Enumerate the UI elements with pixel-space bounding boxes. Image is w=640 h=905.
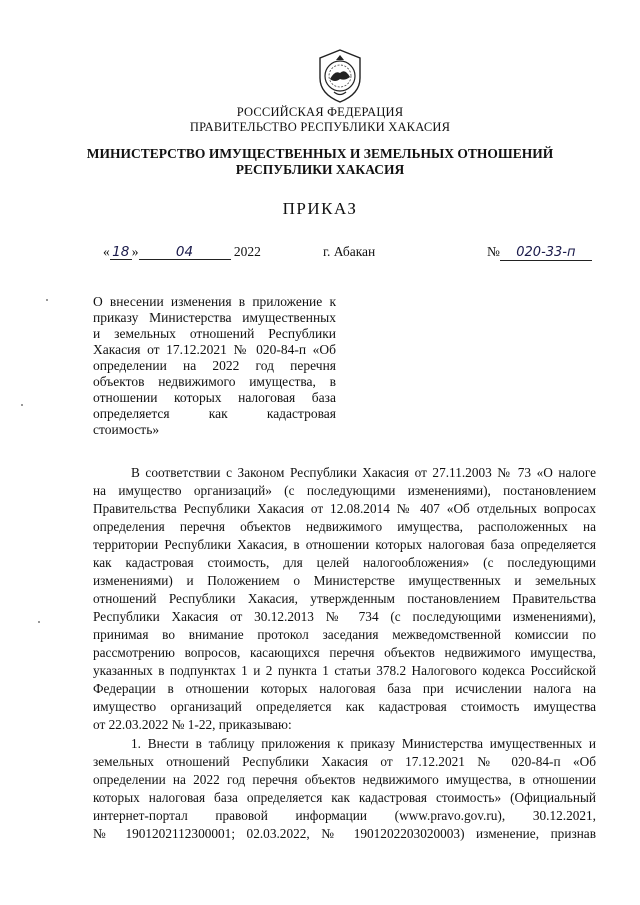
paragraph-line: определении на 2022 год перечня объектов недвижимого имущества, в отношении	[93, 772, 596, 787]
scan-dot	[21, 404, 23, 406]
paragraph-line: № 1901202112300001; 02.03.2022, № 1901202203020003) изменение, признав	[93, 826, 596, 841]
paragraph-line: от 22.03.2022 № 1-22, приказываю:	[93, 717, 292, 732]
scan-dot	[46, 299, 48, 301]
paragraph-line: отношений Республики Хакасия, утвержденным постановлением Правительства	[93, 591, 596, 606]
scan-dot	[38, 621, 40, 623]
paragraph-line: территории Республики Хакасия, в отношении которых налоговая база определяется	[93, 537, 596, 552]
paragraph-line: В соответствии с Законом Республики Хакасия от 27.11.2003 № 73 «О налоге	[131, 465, 596, 480]
paragraph-line: принимая во внимание протокол заседания межведомственной комиссии по	[93, 627, 596, 642]
paragraph-line: Республики Хакасия от 30.12.2013 № 734 (с последующими изменениями),	[93, 609, 596, 624]
government-name: ПРАВИТЕЛЬСТВО РЕСПУБЛИКИ ХАКАСИЯ	[189, 120, 451, 134]
ministry-name-line1: МИНИСТЕРСТВО ИМУЩЕСТВЕННЫХ И ЗЕМЕЛЬНЫХ ОТНОШЕНИЙ	[86, 146, 554, 161]
paragraph-line: которых налоговая база определяется как кадастровая стоимость» (Официальный	[93, 790, 596, 805]
item-1-paragraph	[93, 735, 596, 843]
date-close-quote: »	[131, 244, 139, 259]
document-type-title: ПРИКАЗ	[282, 199, 358, 218]
paragraph-line: на имущество организаций» (с последующими изменениями), постановлением	[93, 483, 596, 498]
paragraph-line: имущество организаций определяется как кадастровая стоимость имущества	[93, 699, 596, 714]
subject-line: определяется как кадастровая	[93, 406, 336, 421]
number-sign: №	[487, 244, 500, 259]
paragraph-line: Федерации в отношении которых налоговая база при исчислении налога на	[93, 681, 596, 696]
paragraph-line: рассмотрению вопросов, касающихся перечня объектов недвижимого имущества,	[93, 645, 596, 660]
date-month: 04	[139, 245, 231, 260]
coat-of-arms-emblem	[316, 48, 364, 104]
document-city: г. Абакан	[323, 244, 376, 259]
document-date	[103, 244, 261, 260]
paragraph-line: изменениями) и Положением о Министерстве имущественных и земельных	[93, 573, 596, 588]
subject-line: приказу Министерства имущественных	[93, 310, 336, 325]
subject-line: отношении которых налоговая база	[93, 390, 336, 405]
date-day: 18	[110, 245, 132, 260]
country-name: РОССИЙСКАЯ ФЕДЕРАЦИЯ	[236, 105, 404, 119]
date-open-quote: «	[103, 244, 110, 259]
subject-line: О внесении изменения в приложение к	[93, 294, 336, 309]
paragraph-line: 1. Внести в таблицу приложения к приказу Министерства имущественных и	[131, 736, 596, 751]
subject-line: и земельных отношений Республики	[93, 326, 336, 341]
subject-line: определении на 2022 год перечня	[93, 358, 336, 373]
number-value: 020-33-п	[500, 246, 592, 261]
paragraph-line: определения перечня объектов недвижимого имущества, расположенных на	[93, 519, 596, 534]
date-year: 2022	[233, 244, 261, 259]
subject-line: объектов недвижимого имущества, в	[93, 374, 336, 389]
subject-line: Хакасия от 17.12.2021 № 020-84-п «Об	[93, 342, 336, 357]
document-number	[487, 244, 592, 261]
order-subject	[93, 294, 336, 438]
paragraph-line: указанных в подпунктах 1 и 2 пункта 1 статьи 378.2 Налогового кодекса Российской	[93, 663, 596, 678]
preamble-paragraph	[93, 464, 596, 734]
ministry-name-line2: РЕСПУБЛИКИ ХАКАСИЯ	[235, 162, 405, 177]
paragraph-line: интернет-портал правовой информации (www.pravo.gov.ru), 30.12.2021,	[93, 808, 596, 823]
subject-line: стоимость»	[93, 422, 160, 437]
paragraph-line: земельных отношений Республики Хакасия от 17.12.2021 № 020-84-п «Об	[93, 754, 596, 769]
paragraph-line: Правительства Республики Хакасия от 12.08.2014 № 407 «Об отдельных вопросах	[93, 501, 596, 516]
paragraph-line: как кадастровая стоимость, для целей налогообложения» (с последующими	[93, 555, 596, 570]
